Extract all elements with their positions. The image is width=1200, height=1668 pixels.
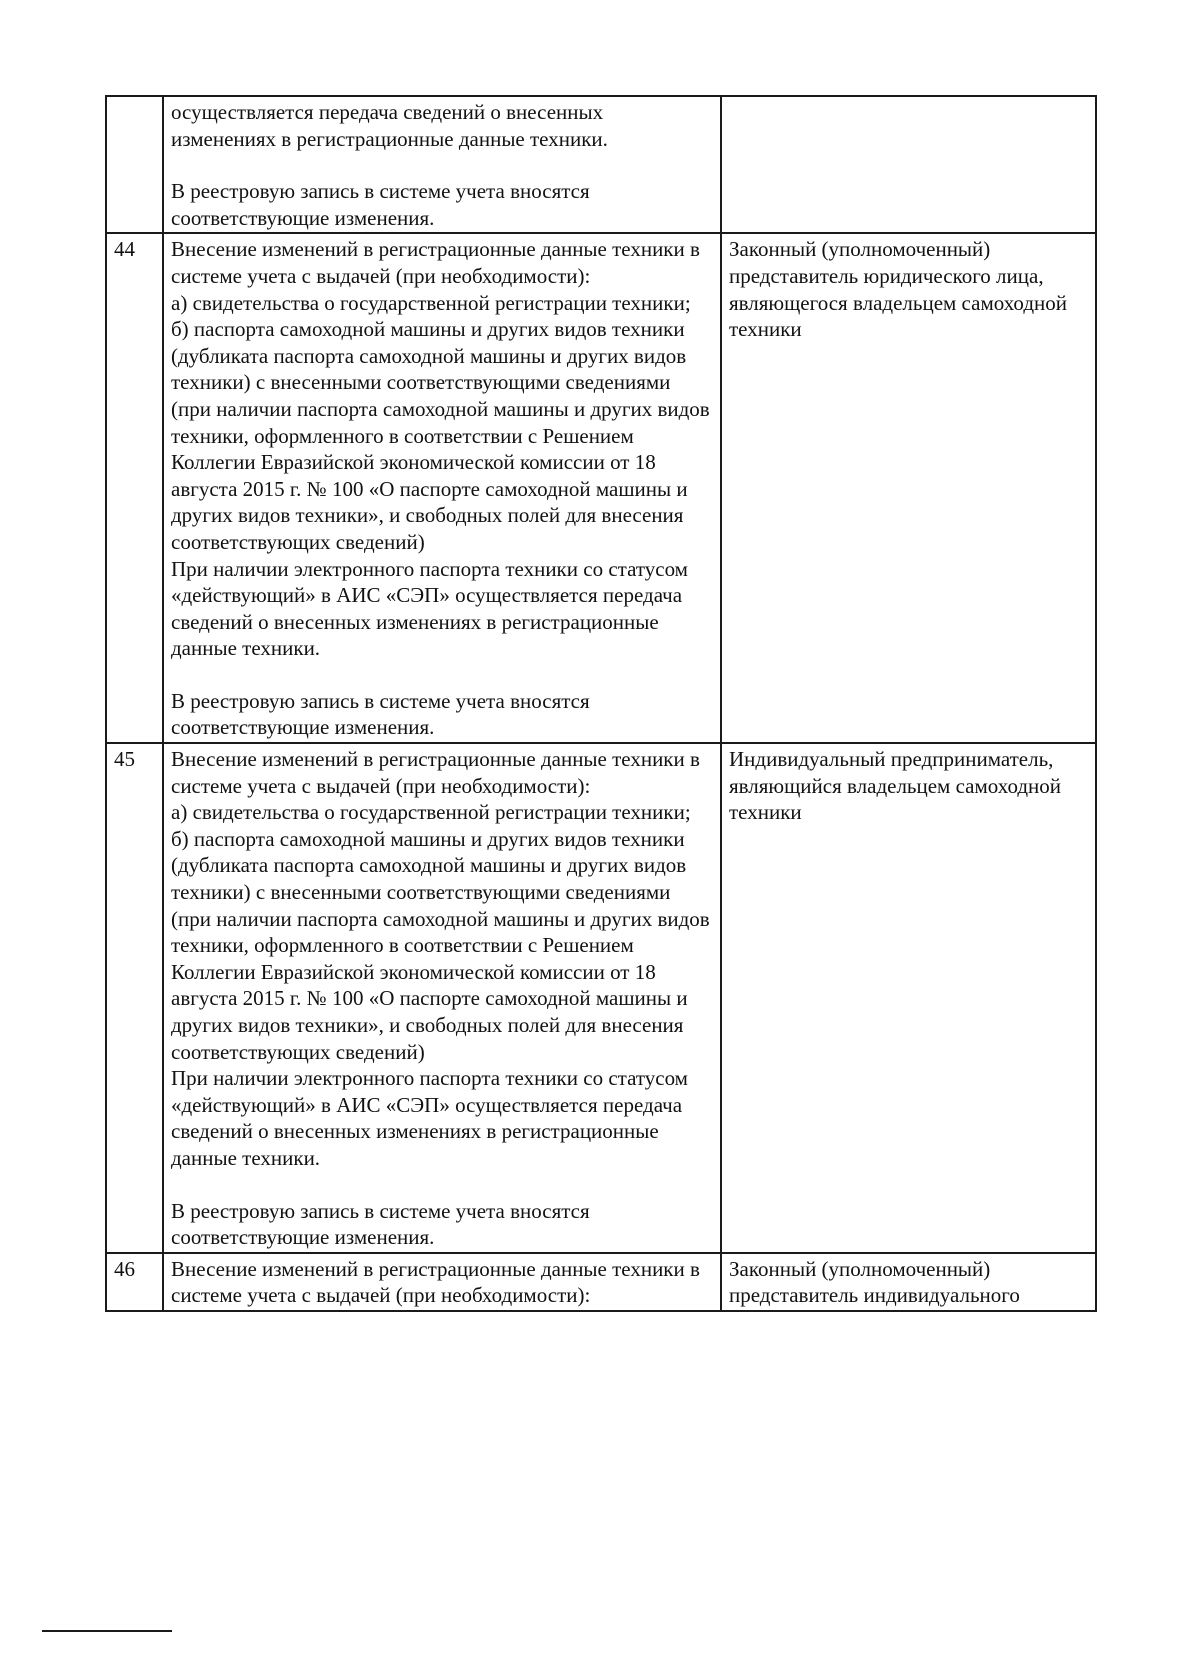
table-row: [106, 1253, 1096, 1311]
description-cell: [163, 96, 721, 233]
table-row: [106, 96, 1096, 233]
row-number-cell: 45: [106, 743, 163, 1253]
footnote-separator-line: [42, 1630, 172, 1632]
paragraph-gap: [171, 152, 713, 178]
paragraph-gap: [171, 1172, 713, 1198]
description-closing-text: В реестровую запись в системе учета вносятся соответствующие изменения.: [171, 179, 590, 230]
applicant-cell: Индивидуальный предприниматель, являющийся владельцем самоходной техники: [721, 743, 1096, 1253]
row-number-cell: [106, 96, 163, 233]
description-text: осуществляется передача сведений о внесенных изменениях в регистрационные данные техники.: [171, 100, 608, 151]
table-row: [106, 233, 1096, 743]
table-row: [106, 743, 1096, 1253]
applicant-cell: Законный (уполномоченный) представитель юридического лица, являющегося владельцем самоходной техники: [721, 233, 1096, 743]
applicant-cell: [721, 96, 1096, 233]
description-closing-text: В реестровую запись в системе учета вносятся соответствующие изменения.: [171, 1198, 590, 1250]
description-text: Внесение изменений в регистрационные данные техники в системе учета с выдачей (при необходимости):: [171, 1256, 700, 1308]
description-closing-text: В реестровую запись в системе учета вносятся соответствующие изменения.: [171, 688, 590, 740]
description-text: Внесение изменений в регистрационные данные техники в системе учета с выдачей (при необходимости): а) свидетельства о государственной регистрации техники; б) паспорта самоходной машины и других видов техники (дубликата паспорта самоходной машины и других видов техники) с внесенными соответствующими сведениями (при наличии паспорта самоходной машины и других видов техники, оформленного в соответствии с Решением Коллегии Евразийской экономической комиссии от 18 августа 2015 г. № 100 «О паспорте самоходной машины и других видов техники», и свободных полей для внесения соответствующих сведений) При наличии электронного паспорта техники со статусом «действующий» в АИС «СЭП» осуществляется передача сведений о внесенных изменениях в регистрационные данные техники.: [171, 747, 710, 1170]
registration-actions-table: [105, 95, 1097, 1312]
description-cell: [163, 1253, 721, 1311]
row-number-cell: 44: [106, 233, 163, 743]
paragraph-gap: [171, 662, 713, 688]
row-number-cell: 46: [106, 1253, 163, 1311]
description-text: Внесение изменений в регистрационные данные техники в системе учета с выдачей (при необходимости): а) свидетельства о государственной регистрации техники; б) паспорта самоходной машины и других видов техники (дубликата паспорта самоходной машины и других видов техники) с внесенными соответствующими сведениями (при наличии паспорта самоходной машины и других видов техники, оформленного в соответствии с Решением Коллегии Евразийской экономической комиссии от 18 августа 2015 г. № 100 «О паспорте самоходной машины и других видов техники», и свободных полей для внесения соответствующих сведений) При наличии электронного паспорта техники со статусом «действующий» в АИС «СЭП» осуществляется передача сведений о внесенных изменениях в регистрационные данные техники.: [171, 237, 710, 661]
applicant-cell: Законный (уполномоченный) представитель индивидуального: [721, 1253, 1096, 1311]
description-cell: [163, 743, 721, 1253]
description-cell: [163, 233, 721, 743]
